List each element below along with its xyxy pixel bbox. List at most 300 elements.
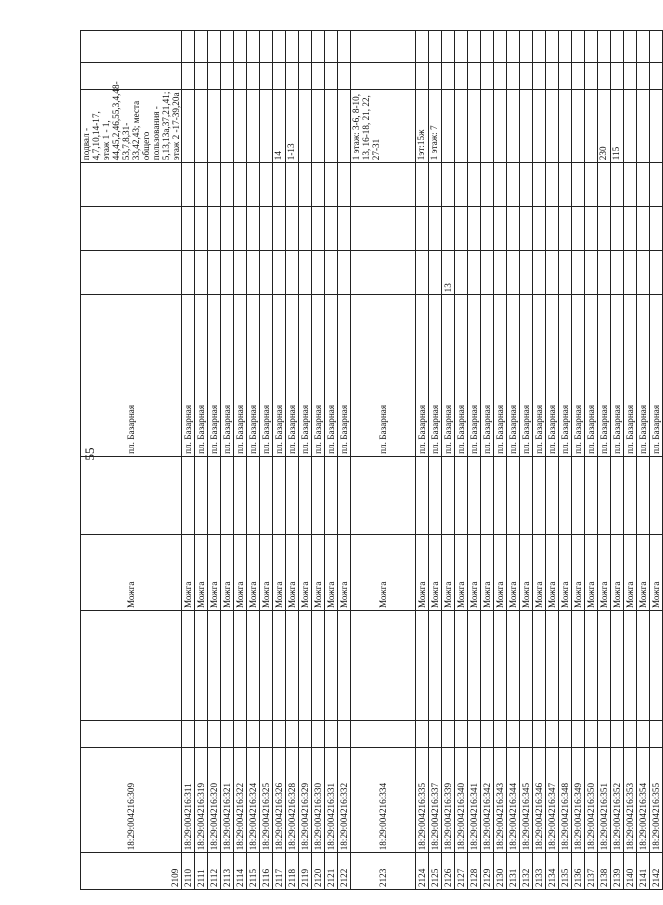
cadastral-number-cell: 18:29:004216:334: [351, 748, 416, 853]
building-cell: [299, 251, 312, 295]
table-row: [260, 31, 273, 890]
empty-cell: [81, 611, 182, 721]
building-cell: [637, 251, 650, 295]
empty-cell: [325, 31, 338, 63]
cadastral-number-cell: 18:29:004216:335: [416, 748, 429, 853]
empty-cell: [260, 456, 273, 534]
building-cell: [494, 251, 507, 295]
street-cell: пл. Базарная: [81, 295, 182, 457]
table-row: [468, 31, 481, 890]
city-cell: Можга: [455, 535, 468, 611]
corpus-cell: [598, 207, 611, 251]
empty-cell: [299, 456, 312, 534]
flat-cell: [81, 163, 182, 207]
row-number-cell: 2131: [507, 853, 520, 890]
table-row: [442, 31, 455, 890]
cadastral-number-cell: 18:29:004216:326: [273, 748, 286, 853]
table-row: [416, 31, 429, 890]
area-cell: [325, 62, 338, 89]
cadastral-number-cell: 18:29:004216:339: [442, 748, 455, 853]
flat-cell: [429, 163, 442, 207]
table-row: [299, 31, 312, 890]
empty-cell: [637, 31, 650, 63]
empty-cell: [247, 611, 260, 721]
street-cell: пл. Базарная: [598, 295, 611, 457]
street-cell: пл. Базарная: [299, 295, 312, 457]
city-cell: Можга: [507, 535, 520, 611]
corpus-cell: [442, 207, 455, 251]
building-cell: [559, 251, 572, 295]
area-cell: [416, 62, 429, 89]
empty-cell: [520, 721, 533, 748]
premises-cell: [221, 89, 234, 162]
empty-cell: [507, 31, 520, 63]
empty-cell: [572, 611, 585, 721]
building-cell: 13: [442, 251, 455, 295]
building-cell: [247, 251, 260, 295]
area-cell: [494, 62, 507, 89]
city-cell: Можга: [624, 535, 637, 611]
flat-cell: [572, 163, 585, 207]
empty-cell: [234, 721, 247, 748]
building-cell: [650, 251, 663, 295]
empty-cell: [650, 31, 663, 63]
table-row: [195, 31, 208, 890]
area-cell: [81, 62, 182, 89]
page-number: 55: [82, 447, 97, 461]
corpus-cell: [520, 207, 533, 251]
premises-cell: [572, 89, 585, 162]
empty-cell: [221, 721, 234, 748]
street-cell: пл. Базарная: [273, 295, 286, 457]
cadastral-number-cell: 18:29:004216:349: [572, 748, 585, 853]
cadastral-number-cell: 18:29:004216:330: [312, 748, 325, 853]
empty-cell: [429, 721, 442, 748]
premises-cell: 230: [598, 89, 611, 162]
premises-cell: [585, 89, 598, 162]
table-row: [234, 31, 247, 890]
empty-cell: [338, 456, 351, 534]
premises-cell: [182, 89, 195, 162]
cadastral-number-cell: 18:29:004216:341: [468, 748, 481, 853]
city-cell: Можга: [338, 535, 351, 611]
street-cell: пл. Базарная: [468, 295, 481, 457]
empty-cell: [507, 611, 520, 721]
flat-cell: [455, 163, 468, 207]
empty-cell: [247, 721, 260, 748]
premises-cell: [468, 89, 481, 162]
corpus-cell: [624, 207, 637, 251]
premises-cell: [494, 89, 507, 162]
area-cell: [520, 62, 533, 89]
flat-cell: [338, 163, 351, 207]
row-number-cell: 2125: [429, 853, 442, 890]
empty-cell: [208, 721, 221, 748]
empty-cell: [351, 31, 416, 63]
street-cell: пл. Базарная: [221, 295, 234, 457]
cadastral-number-cell: 18:29:004216:325: [260, 748, 273, 853]
street-cell: пл. Базарная: [520, 295, 533, 457]
empty-cell: [299, 721, 312, 748]
city-cell: Можга: [81, 535, 182, 611]
cadastral-number-cell: 18:29:004216:311: [182, 748, 195, 853]
empty-cell: [546, 456, 559, 534]
city-cell: Можга: [572, 535, 585, 611]
row-number-cell: 2109: [81, 853, 182, 890]
empty-cell: [286, 456, 299, 534]
empty-cell: [481, 721, 494, 748]
corpus-cell: [81, 207, 182, 251]
premises-cell: [338, 89, 351, 162]
cadastral-number-cell: 18:29:004216:309: [81, 748, 182, 853]
cadastral-number-cell: 18:29:004216:355: [650, 748, 663, 853]
street-cell: пл. Базарная: [338, 295, 351, 457]
street-cell: пл. Базарная: [195, 295, 208, 457]
empty-cell: [559, 611, 572, 721]
area-cell: [650, 62, 663, 89]
street-cell: пл. Базарная: [572, 295, 585, 457]
cadastral-number-cell: 18:29:004216:331: [325, 748, 338, 853]
city-cell: Можга: [312, 535, 325, 611]
building-cell: [208, 251, 221, 295]
premises-cell: 14: [273, 89, 286, 162]
table-row: [624, 31, 637, 890]
cadastral-number-cell: 18:29:004216:328: [286, 748, 299, 853]
corpus-cell: [481, 207, 494, 251]
row-number-cell: 2112: [208, 853, 221, 890]
corpus-cell: [299, 207, 312, 251]
empty-cell: [351, 611, 416, 721]
city-cell: Можга: [650, 535, 663, 611]
empty-cell: [624, 456, 637, 534]
empty-cell: [325, 721, 338, 748]
row-number-cell: 2128: [468, 853, 481, 890]
empty-cell: [442, 456, 455, 534]
street-cell: пл. Базарная: [481, 295, 494, 457]
flat-cell: [260, 163, 273, 207]
building-cell: [598, 251, 611, 295]
table-row: [221, 31, 234, 890]
premises-cell: [559, 89, 572, 162]
empty-cell: [195, 31, 208, 63]
flat-cell: [442, 163, 455, 207]
row-number-cell: 2130: [494, 853, 507, 890]
empty-cell: [650, 456, 663, 534]
flat-cell: [182, 163, 195, 207]
building-cell: [468, 251, 481, 295]
city-cell: Можга: [221, 535, 234, 611]
flat-cell: [507, 163, 520, 207]
empty-cell: [546, 31, 559, 63]
street-cell: пл. Базарная: [208, 295, 221, 457]
street-cell: пл. Базарная: [247, 295, 260, 457]
table-row: [455, 31, 468, 890]
empty-cell: [585, 611, 598, 721]
empty-cell: [572, 456, 585, 534]
building-cell: [416, 251, 429, 295]
table-row: [81, 31, 182, 890]
street-cell: пл. Базарная: [637, 295, 650, 457]
empty-cell: [182, 611, 195, 721]
area-cell: [468, 62, 481, 89]
empty-cell: [637, 721, 650, 748]
empty-cell: [533, 611, 546, 721]
registry-table: [80, 30, 663, 890]
premises-cell: [312, 89, 325, 162]
flat-cell: [650, 163, 663, 207]
empty-cell: [572, 31, 585, 63]
empty-cell: [533, 721, 546, 748]
row-number-cell: 2124: [416, 853, 429, 890]
empty-cell: [546, 611, 559, 721]
empty-cell: [598, 31, 611, 63]
flat-cell: [416, 163, 429, 207]
area-cell: [624, 62, 637, 89]
corpus-cell: [286, 207, 299, 251]
street-cell: пл. Базарная: [286, 295, 299, 457]
table-row: [312, 31, 325, 890]
table-row: [338, 31, 351, 890]
table-row: [585, 31, 598, 890]
area-cell: [286, 62, 299, 89]
row-number-cell: 2140: [624, 853, 637, 890]
premises-cell: 1-13: [286, 89, 299, 162]
building-cell: [429, 251, 442, 295]
street-cell: пл. Базарная: [546, 295, 559, 457]
empty-cell: [299, 611, 312, 721]
flat-cell: [325, 163, 338, 207]
cadastral-number-cell: 18:29:004216:319: [195, 748, 208, 853]
flat-cell: [247, 163, 260, 207]
empty-cell: [468, 456, 481, 534]
table-row: [325, 31, 338, 890]
flat-cell: [559, 163, 572, 207]
street-cell: пл. Базарная: [260, 295, 273, 457]
flat-cell: [481, 163, 494, 207]
building-cell: [325, 251, 338, 295]
building-cell: [611, 251, 624, 295]
cadastral-number-cell: 18:29:004216:340: [455, 748, 468, 853]
flat-cell: [611, 163, 624, 207]
street-cell: пл. Базарная: [585, 295, 598, 457]
empty-cell: [650, 611, 663, 721]
premises-cell: [546, 89, 559, 162]
flat-cell: [494, 163, 507, 207]
row-number-cell: 2122: [338, 853, 351, 890]
corpus-cell: [611, 207, 624, 251]
table-row: [572, 31, 585, 890]
empty-cell: [273, 456, 286, 534]
empty-cell: [208, 456, 221, 534]
table-row: [533, 31, 546, 890]
empty-cell: [611, 721, 624, 748]
cadastral-number-cell: 18:29:004216:344: [507, 748, 520, 853]
area-cell: [572, 62, 585, 89]
city-cell: Можга: [208, 535, 221, 611]
empty-cell: [312, 721, 325, 748]
empty-cell: [637, 456, 650, 534]
table-row: [507, 31, 520, 890]
area-cell: [260, 62, 273, 89]
table-row: [637, 31, 650, 890]
row-number-cell: 2135: [559, 853, 572, 890]
city-cell: Можга: [468, 535, 481, 611]
street-cell: пл. Базарная: [442, 295, 455, 457]
building-cell: [81, 251, 182, 295]
empty-cell: [624, 31, 637, 63]
corpus-cell: [416, 207, 429, 251]
building-cell: [572, 251, 585, 295]
building-cell: [286, 251, 299, 295]
premises-cell: [234, 89, 247, 162]
empty-cell: [286, 721, 299, 748]
area-cell: [338, 62, 351, 89]
area-cell: [273, 62, 286, 89]
empty-cell: [416, 721, 429, 748]
premises-cell: [247, 89, 260, 162]
table-row: [520, 31, 533, 890]
premises-cell: [637, 89, 650, 162]
empty-cell: [273, 611, 286, 721]
city-cell: Можга: [481, 535, 494, 611]
flat-cell: [351, 163, 416, 207]
empty-cell: [442, 31, 455, 63]
table-row: [351, 31, 416, 890]
empty-cell: [273, 721, 286, 748]
city-cell: Можга: [351, 535, 416, 611]
street-cell: пл. Базарная: [650, 295, 663, 457]
cadastral-number-cell: 18:29:004216:332: [338, 748, 351, 853]
corpus-cell: [195, 207, 208, 251]
empty-cell: [494, 31, 507, 63]
premises-cell: [481, 89, 494, 162]
city-cell: Можга: [286, 535, 299, 611]
empty-cell: [494, 611, 507, 721]
building-cell: [260, 251, 273, 295]
empty-cell: [429, 456, 442, 534]
premises-cell: 1эт:15ж: [416, 89, 429, 162]
row-number-cell: 2134: [546, 853, 559, 890]
premises-cell: [507, 89, 520, 162]
street-cell: пл. Базарная: [559, 295, 572, 457]
area-cell: [611, 62, 624, 89]
empty-cell: [533, 31, 546, 63]
empty-cell: [195, 721, 208, 748]
street-cell: пл. Базарная: [494, 295, 507, 457]
flat-cell: [273, 163, 286, 207]
area-cell: [533, 62, 546, 89]
premises-cell: [520, 89, 533, 162]
corpus-cell: [559, 207, 572, 251]
area-cell: [312, 62, 325, 89]
empty-cell: [312, 31, 325, 63]
empty-cell: [442, 611, 455, 721]
premises-cell: [650, 89, 663, 162]
empty-cell: [247, 456, 260, 534]
street-cell: пл. Базарная: [351, 295, 416, 457]
table-row: [494, 31, 507, 890]
premises-cell: [455, 89, 468, 162]
row-number-cell: 2118: [286, 853, 299, 890]
empty-cell: [429, 611, 442, 721]
street-cell: пл. Базарная: [624, 295, 637, 457]
flat-cell: [468, 163, 481, 207]
city-cell: Можга: [429, 535, 442, 611]
area-cell: [546, 62, 559, 89]
empty-cell: [221, 456, 234, 534]
empty-cell: [481, 456, 494, 534]
cadastral-number-cell: 18:29:004216:337: [429, 748, 442, 853]
cadastral-number-cell: 18:29:004216:342: [481, 748, 494, 853]
empty-cell: [221, 611, 234, 721]
flat-cell: [208, 163, 221, 207]
building-cell: [481, 251, 494, 295]
cadastral-number-cell: 18:29:004216:352: [611, 748, 624, 853]
building-cell: [520, 251, 533, 295]
premises-cell: [208, 89, 221, 162]
row-number-cell: 2127: [455, 853, 468, 890]
street-cell: пл. Базарная: [533, 295, 546, 457]
area-cell: [429, 62, 442, 89]
row-number-cell: 2126: [442, 853, 455, 890]
flat-cell: [520, 163, 533, 207]
empty-cell: [182, 721, 195, 748]
row-number-cell: 2120: [312, 853, 325, 890]
street-cell: пл. Базарная: [611, 295, 624, 457]
city-cell: Можга: [598, 535, 611, 611]
corpus-cell: [312, 207, 325, 251]
building-cell: [624, 251, 637, 295]
city-cell: Можга: [182, 535, 195, 611]
cadastral-number-cell: 18:29:004216:348: [559, 748, 572, 853]
premises-cell: [624, 89, 637, 162]
row-number-cell: 2110: [182, 853, 195, 890]
premises-cell: [533, 89, 546, 162]
empty-cell: [455, 721, 468, 748]
cadastral-number-cell: 18:29:004216:346: [533, 748, 546, 853]
area-cell: [455, 62, 468, 89]
flat-cell: [234, 163, 247, 207]
rotated-page: [80, 30, 661, 890]
corpus-cell: [429, 207, 442, 251]
table-row: [247, 31, 260, 890]
area-cell: [247, 62, 260, 89]
area-cell: [481, 62, 494, 89]
area-cell: [208, 62, 221, 89]
corpus-cell: [338, 207, 351, 251]
table-row: [208, 31, 221, 890]
empty-cell: [234, 611, 247, 721]
street-cell: пл. Базарная: [455, 295, 468, 457]
building-cell: [182, 251, 195, 295]
area-cell: [598, 62, 611, 89]
premises-cell: подвал - 4,7,10,14-17, этаж 1 - 1, 44,45,2,46,55,3,4,48-53,7,8,31-33,42,43; места общего пользования - 5,13,13а,37,21,41; этаж 2 -17-39,20а: [81, 89, 182, 162]
area-cell: [507, 62, 520, 89]
building-cell: [546, 251, 559, 295]
empty-cell: [481, 611, 494, 721]
empty-cell: [546, 721, 559, 748]
premises-cell: [299, 89, 312, 162]
empty-cell: [351, 721, 416, 748]
table-row: [286, 31, 299, 890]
empty-cell: [520, 31, 533, 63]
premises-cell: [195, 89, 208, 162]
cadastral-number-cell: 18:29:004216:324: [247, 748, 260, 853]
cadastral-number-cell: 18:29:004216:320: [208, 748, 221, 853]
city-cell: Можга: [611, 535, 624, 611]
row-number-cell: 2123: [351, 853, 416, 890]
empty-cell: [598, 611, 611, 721]
